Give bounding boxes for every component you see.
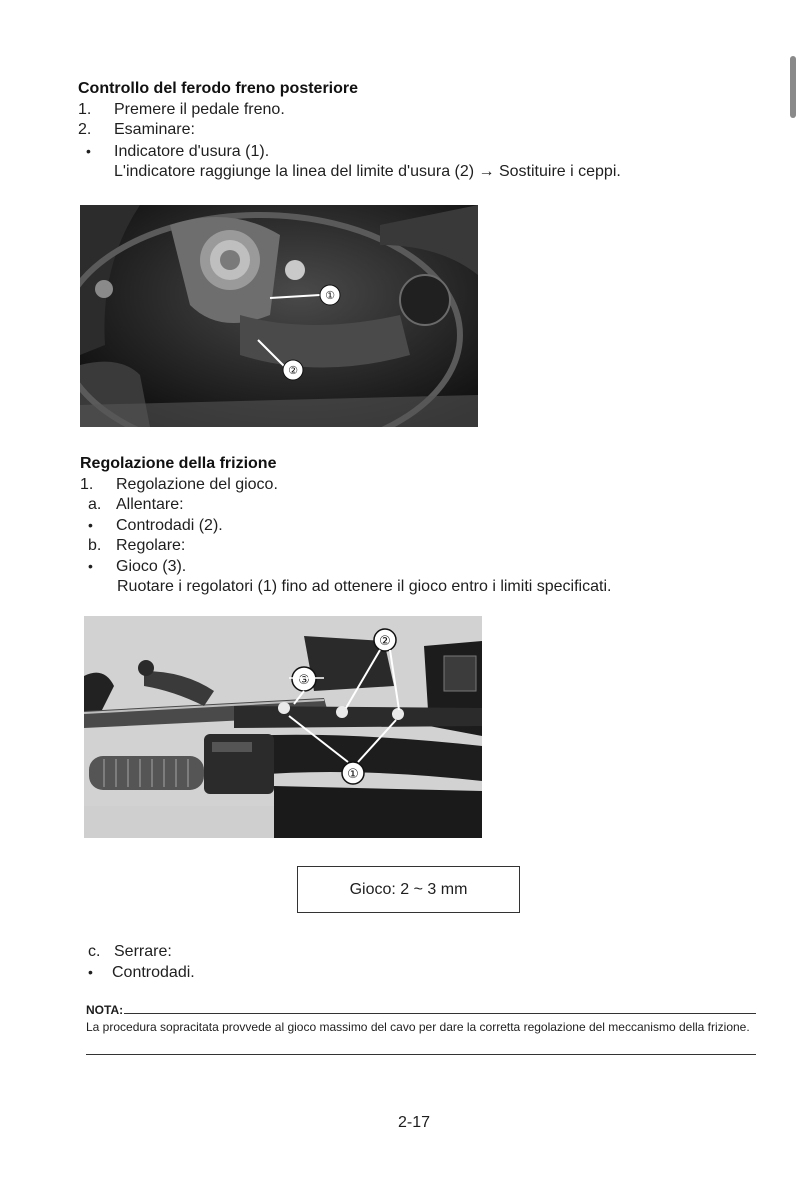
list-text-continuation: Ruotare i regolatori (1) fino ad ottenere il gioco entro i limiti specificati. — [117, 578, 612, 595]
list-marker: 2. — [78, 121, 92, 138]
list-text: Gioco (3). — [116, 558, 187, 575]
list-item — [78, 100, 285, 120]
list-item — [78, 120, 195, 140]
list-item — [88, 495, 184, 515]
list-marker: c. — [88, 943, 101, 960]
list-item — [80, 556, 186, 577]
bullet-marker: • — [86, 143, 91, 159]
list-item — [80, 962, 195, 983]
list-text: Allentare: — [116, 496, 184, 513]
list-marker: a. — [88, 496, 102, 513]
list-item — [78, 141, 269, 162]
callout-label: ① — [325, 289, 335, 302]
note-title: NOTA: — [86, 1003, 124, 1017]
note-rule-top — [124, 1013, 756, 1014]
list-item — [88, 536, 185, 556]
callout-label: ① — [347, 767, 359, 782]
list-text-continuation: L'indicatore raggiunge la linea del limite d'usura (2) → Sostituire i ceppi. — [114, 163, 621, 180]
scrollbar[interactable] — [790, 56, 796, 118]
list-marker: b. — [88, 537, 102, 554]
list-item — [80, 475, 278, 495]
clutch-adjustment-photo — [84, 616, 482, 838]
list-text: Indicatore d'usura (1). — [114, 143, 270, 160]
list-text: Regolare: — [116, 537, 186, 554]
brake-wear-indicator-photo — [80, 205, 478, 427]
list-text: Controdadi (2). — [116, 517, 223, 534]
spec-text: Gioco: 2 ~ 3 mm — [349, 880, 468, 898]
callout-label: ② — [288, 364, 298, 377]
note-text: La procedura sopracitata provvede al gioco massimo del cavo per dare la corretta regolazione del meccanismo della frizione. — [86, 1020, 750, 1034]
list-text: Serrare: — [114, 943, 172, 960]
list-text: Controdadi. — [112, 964, 195, 981]
section-title-clutch: Regolazione della frizione — [80, 455, 277, 472]
brake-photo-illustration — [80, 205, 478, 427]
bullet-marker: • — [88, 558, 93, 574]
page-number: 2-17 — [398, 1114, 431, 1131]
list-marker: 1. — [78, 101, 92, 118]
section-title-brake: Controllo del ferodo freno posteriore — [78, 80, 359, 97]
list-text: Esaminare: — [114, 121, 195, 138]
bullet-marker: • — [88, 517, 93, 533]
clutch-photo-illustration — [84, 616, 482, 838]
list-text: Premere il pedale freno. — [114, 101, 285, 118]
list-item — [80, 515, 223, 536]
callout-label: ② — [379, 634, 391, 649]
list-marker: 1. — [80, 476, 94, 493]
bullet-marker: • — [88, 964, 93, 980]
note-rule-bottom — [86, 1054, 756, 1055]
list-text: Regolazione del gioco. — [116, 476, 278, 493]
clutch-play-spec-box — [297, 866, 520, 913]
list-item — [88, 942, 172, 962]
callout-label: ③ — [298, 673, 310, 688]
